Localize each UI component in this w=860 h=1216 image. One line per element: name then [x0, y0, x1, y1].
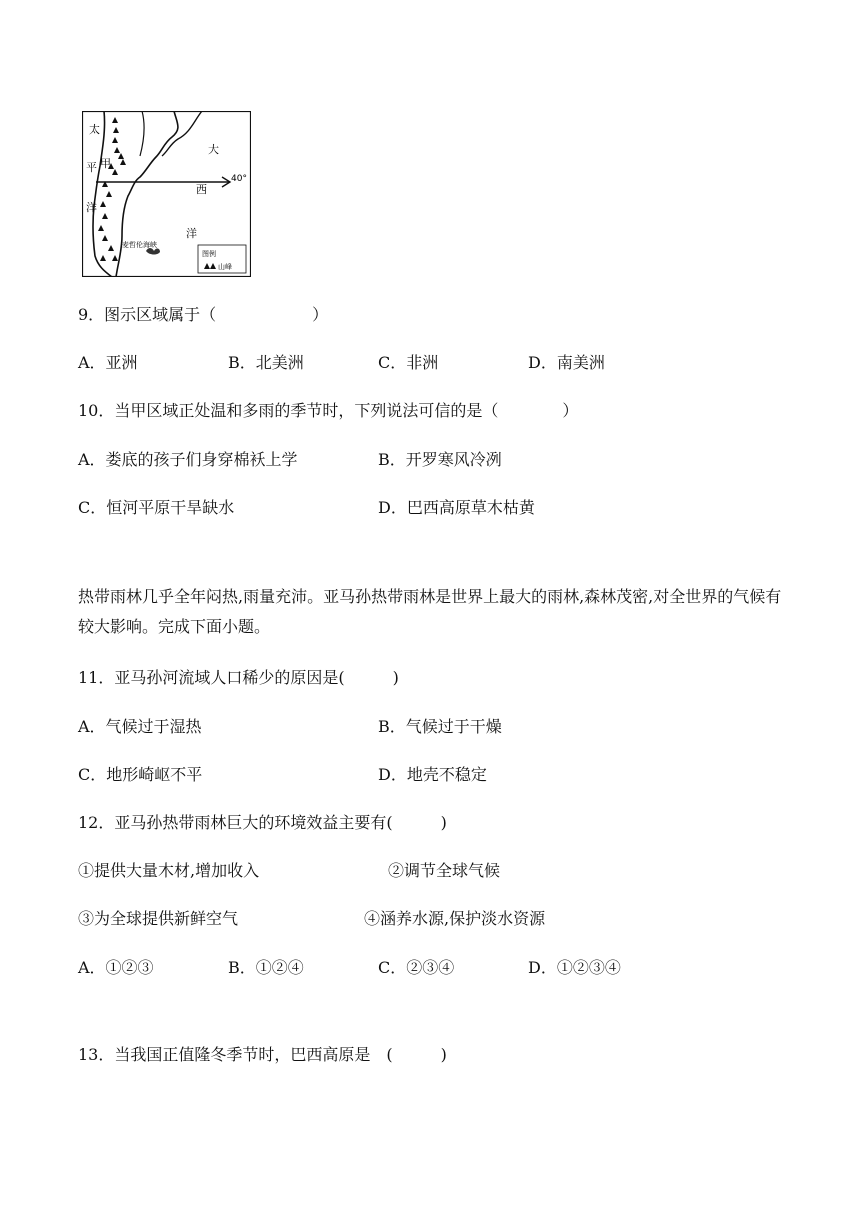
q12-stem: 12．亚马孙热带雨林巨大的环境效益主要有( )	[78, 813, 447, 832]
q12-option-d: D．①②③④	[528, 958, 621, 977]
q9-option-d: D．南美洲	[528, 353, 605, 372]
legend-title: 图例	[202, 250, 216, 258]
q9-stem: 9．图示区域属于（ ）	[78, 305, 329, 324]
q12-option-b: B．①②④	[228, 958, 304, 977]
q12-statement-3: ③为全球提供新鲜空气	[78, 909, 239, 928]
q13-stem: 13．当我国正值隆冬季节时，巴西高原是 ( )	[78, 1045, 447, 1064]
map-label-da: 大	[208, 143, 219, 156]
passage-text: 热带雨林几乎全年闷热,雨量充沛。亚马孙热带雨林是世界上最大的雨林,森林茂密,对全世界的气候有较大影响。完成下面小题。	[78, 587, 782, 636]
map-label-latitude: 40°	[231, 174, 247, 184]
map-legend	[198, 245, 246, 273]
q9-option-b: B．北美洲	[228, 353, 304, 372]
map-label-tai: 太	[89, 123, 100, 136]
q10-option-b: B．开罗寒风冷冽	[378, 450, 502, 469]
map-label-strait: 麦哲伦海峡	[122, 241, 157, 249]
q10-option-a: A．娄底的孩子们身穿棉袄上学	[78, 450, 298, 469]
q12-statement-1: ①提供大量木材,增加收入	[78, 861, 260, 880]
map-label-xi: 西	[196, 183, 207, 196]
q11-stem: 11．亚马孙河流域人口稀少的原因是( )	[78, 668, 399, 687]
q12-option-c: C．②③④	[378, 958, 455, 977]
south-america-map	[82, 111, 251, 277]
map-label-jia: 甲	[100, 157, 111, 170]
q10-stem: 10．当甲区域正处温和多雨的季节时，下列说法可信的是（ ）	[78, 401, 579, 420]
q11-option-a: A．气候过于湿热	[78, 717, 202, 736]
q9-option-c: C．非洲	[378, 353, 439, 372]
map-label-ping: 平	[86, 161, 97, 174]
map-label-yang-right: 洋	[186, 227, 197, 240]
q11-option-c: C．地形崎岖不平	[78, 765, 203, 784]
q9-option-a: A．亚洲	[78, 353, 138, 372]
q10-option-c: C．恒河平原干旱缺水	[78, 498, 235, 517]
q12-option-a: A．①②③	[78, 958, 154, 977]
q12-statement-2: ②调节全球气候	[388, 861, 501, 880]
q11-option-d: D．地壳不稳定	[378, 765, 487, 784]
legend-item: 山峰	[218, 263, 232, 271]
q12-statement-4: ④涵养水源,保护淡水资源	[364, 909, 546, 928]
map-label-yang-left: 洋	[86, 201, 97, 214]
q11-option-b: B．气候过于干燥	[378, 717, 502, 736]
q10-option-d: D．巴西高原草木枯黄	[378, 498, 535, 517]
